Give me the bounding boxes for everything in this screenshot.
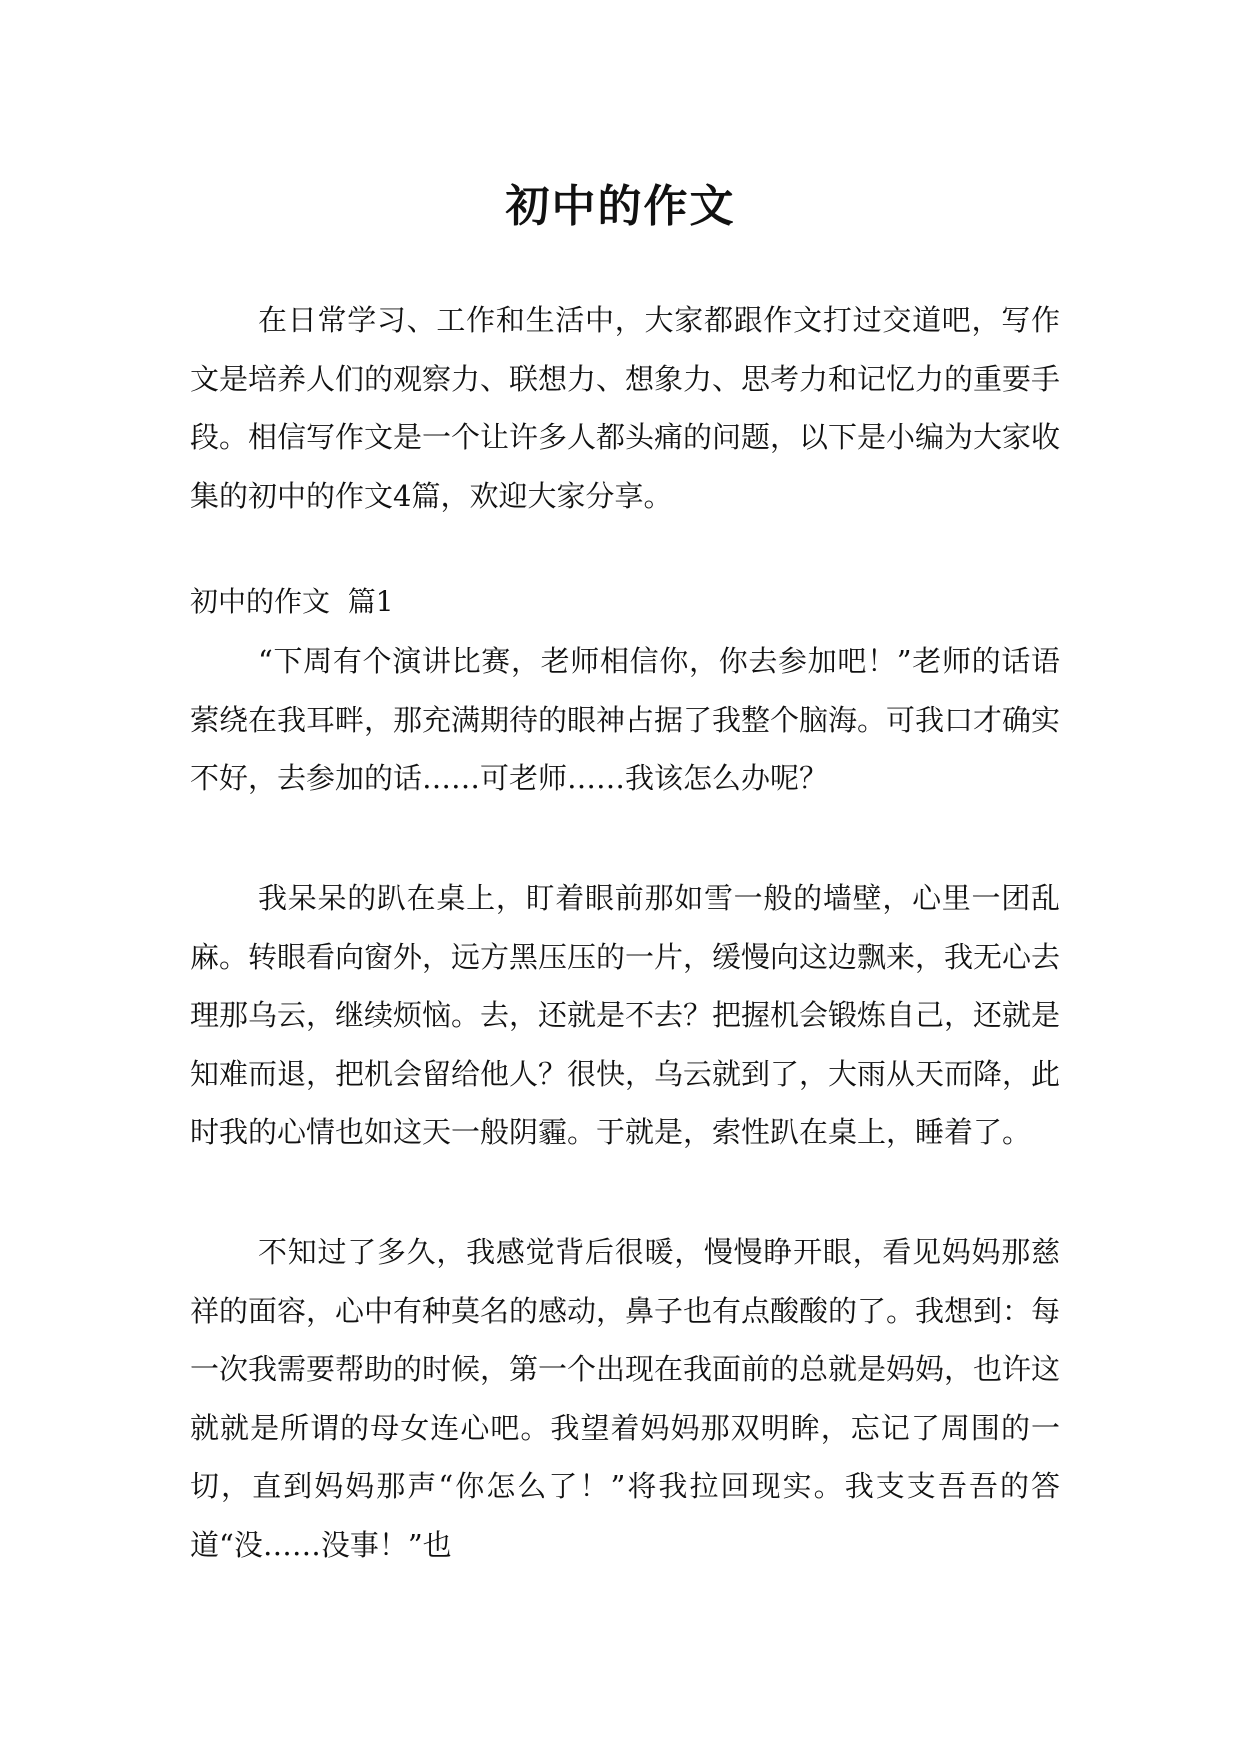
- document-title: 初中的作文: [505, 181, 736, 233]
- body-paragraph-2: 我呆呆的趴在桌上，盯着眼前那如雪一般的墙壁，心里一团乱麻。转眼看向窗外，远方黑压压的一片，缓慢向这边飘来，我无心去理那乌云，继续烦恼。去，还就是不去？把握机会锻炼自己，还就是知难而退，把机会留给他人？很快，乌云就到了，大雨从天而降，此时我的心情也如这天一般阴霾。于就是，索性趴在桌上，睡着了。: [190, 881, 1061, 1149]
- section-heading: 初中的作文 篇1: [190, 585, 394, 618]
- body-paragraph-1: “下周有个演讲比赛，老师相信你，你去参加吧！”老师的话语萦绕在我耳畔，那充满期待的眼神占据了我整个脑海。可我口才确实不好，去参加的话……可老师……我该怎么办呢？: [190, 644, 1061, 795]
- intro-paragraph: 在日常学习、工作和生活中，大家都跟作文打过交道吧，写作文是培养人们的观察力、联想力、想象力、思考力和记忆力的重要手段。相信写作文是一个让许多人都头痛的问题，以下是小编为大家收集的初中的作文4篇，欢迎大家分享。: [190, 303, 1061, 513]
- body-paragraph-3: 不知过了多久，我感觉背后很暖，慢慢睁开眼，看见妈妈那慈祥的面容，心中有种莫名的感动，鼻子也有点酸酸的了。我想到：每一次我需要帮助的时候，第一个出现在我面前的总就是妈妈，也许这就就是所谓的母女连心吧。我望着妈妈那双明眸，忘记了周围的一切，直到妈妈那声“你怎么了！”将我拉回现实。我支支吾吾的答道“没……没事！”也: [190, 1235, 1061, 1562]
